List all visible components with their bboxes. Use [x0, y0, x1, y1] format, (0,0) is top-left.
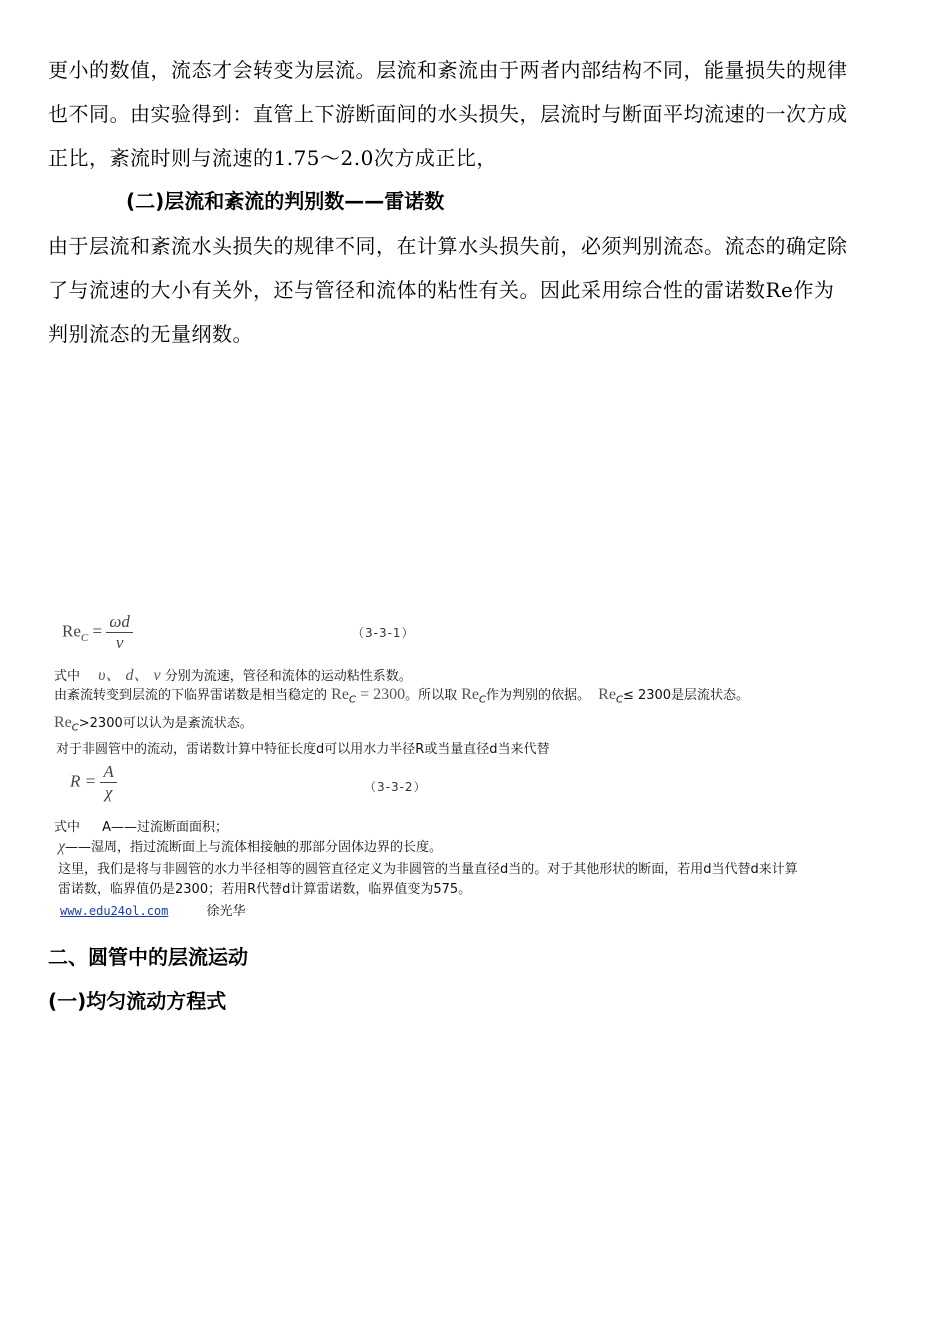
text-b: 。所以取	[405, 688, 458, 703]
formula-image-block	[52, 600, 912, 925]
fraction-numerator: A	[100, 762, 116, 783]
section-heading: 二、圆管中的层流运动	[48, 945, 248, 969]
source-link[interactable]: www.edu24ol.com	[60, 904, 169, 918]
text-line: 正比，紊流时则与流速的1.75～2.0次方成正比，	[48, 146, 497, 170]
rec-sub: C	[348, 694, 356, 706]
text-a: 由紊流转变到层流的下临界雷诺数是相当稳定的	[54, 688, 328, 703]
rec-symbol: Re	[461, 686, 480, 703]
intro-paragraph	[48, 48, 908, 180]
turbulent-text: >2300可以认为是紊流状态。	[78, 716, 253, 731]
text-line: 更小的数值，流态才会转变为层流。层流和紊流由于两者内部结构不同，能量损失的规律	[48, 58, 848, 82]
equivalent-diameter-line-2: 雷诺数，临界值仍是2300；若用R代替d计算雷诺数，临界值变为575。	[58, 882, 472, 897]
wetted-perimeter-line	[58, 836, 442, 856]
chi-text: ——湿周，指过流断面上与流体相接触的那部分固体边界的长度。	[65, 840, 443, 855]
rec-sub: C	[615, 694, 623, 706]
where-line-2	[54, 816, 228, 835]
fraction-denominator: ν	[115, 633, 124, 652]
source-line	[60, 900, 246, 919]
rec-sub: C	[479, 694, 487, 706]
rec-symbol: Re	[331, 686, 349, 703]
author-name: 徐光华	[206, 904, 246, 919]
fraction	[100, 762, 116, 803]
where-prefix: 式中	[54, 669, 81, 684]
rec-symbol: Re	[598, 686, 616, 703]
equation-number: （3-3-2）	[364, 780, 427, 794]
eq-lhs-sub: C	[80, 631, 89, 644]
text-d: ≤ 2300是层流状态。	[622, 688, 750, 703]
critical-reynolds-line	[54, 684, 749, 706]
equivalent-diameter-line-1: 这里，我们是将与非圆管的水力半径相等的圆管直径定义为非圆管的当量直径d当的。对于其他形状的断面，若用d当代替d来计算	[58, 862, 798, 877]
where-text: A——过流断面面积；	[102, 820, 229, 835]
equation-3-3-2	[70, 762, 117, 803]
fraction-numerator: ωd	[106, 612, 133, 633]
rec-value: = 2300	[360, 686, 406, 703]
fraction-denominator: χ	[104, 783, 113, 802]
where-prefix: 式中	[54, 820, 81, 835]
chi-symbol: χ	[58, 838, 66, 855]
eq-lhs: Re	[62, 621, 81, 641]
noncircular-line: 对于非圆管中的流动，雷诺数计算中特征长度d可以用水力半径R或当量直径d当来代替	[56, 742, 550, 757]
where-line-1	[54, 662, 412, 685]
symbols: υ、 d、 ν	[98, 667, 161, 684]
equation-3-3-1: $Re_C$ = $\frac{\omega d}{\nu}$	[62, 612, 133, 653]
eq-lhs: R =	[70, 771, 97, 791]
text-line: 由于层流和紊流水头损失的规律不同，在计算水头损失前，必须判别流态。流态的确定除	[48, 234, 848, 258]
reynolds-paragraph	[48, 224, 908, 356]
text-c: 作为判别的依据。	[486, 688, 591, 703]
section-subheading: (一)均匀流动方程式	[48, 989, 227, 1013]
subheading-reynolds: (二)层流和紊流的判别数——雷诺数	[126, 189, 445, 213]
text-line: 也不同。由实验得到：直管上下游断面间的水头损失，层流时与断面平均流速的一次方成	[48, 102, 848, 126]
turbulent-line	[54, 712, 253, 734]
fraction	[106, 612, 133, 653]
equation-number: （3-3-1）	[352, 626, 415, 640]
rec-sub: C	[71, 722, 79, 734]
where-text: 分别为流速，管径和流体的运动粘性系数。	[164, 669, 412, 684]
text-line: 判别流态的无量纲数。	[48, 322, 253, 346]
rec-symbol: Re	[54, 714, 72, 731]
text-line: 了与流速的大小有关外，还与管径和流体的粘性有关。因此采用综合性的雷诺数Re作为	[48, 278, 835, 302]
